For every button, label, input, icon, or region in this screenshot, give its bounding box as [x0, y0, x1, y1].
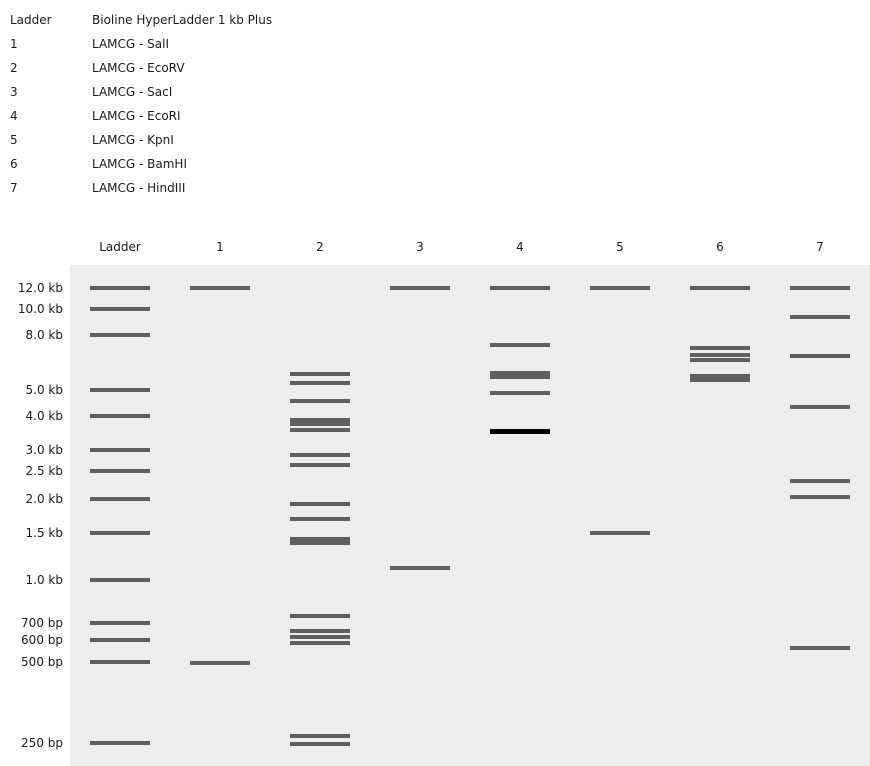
gel-band: [90, 621, 150, 625]
gel-band: [90, 531, 150, 535]
legend-sample-label: LAMCG - HindIII: [92, 181, 186, 195]
gel-band: [290, 463, 350, 467]
gel-band: [490, 371, 550, 379]
gel-band: [790, 646, 850, 650]
legend-lane-label: 6: [10, 157, 18, 171]
gel-band: [290, 537, 350, 545]
lane-header-6: 6: [716, 240, 724, 254]
lane-header-4: 4: [516, 240, 524, 254]
gel-canvas: [70, 265, 870, 766]
gel-band: [390, 286, 450, 290]
legend-lane-label: Ladder: [10, 13, 52, 27]
legend-sample-label: LAMCG - SacI: [92, 85, 173, 99]
size-tick-label: 500 bp: [21, 655, 63, 669]
size-tick-label: 2.0 kb: [25, 492, 63, 506]
gel-band: [290, 641, 350, 645]
gel-band: [190, 661, 250, 665]
legend-row: [0, 156, 400, 172]
legend-lane-label: 5: [10, 133, 18, 147]
gel-band: [90, 414, 150, 418]
size-tick-label: 1.5 kb: [25, 526, 63, 540]
size-tick-label: 3.0 kb: [25, 443, 63, 457]
gel-band: [290, 399, 350, 403]
gel-band: [190, 286, 250, 290]
legend-sample-label: LAMCG - BamHI: [92, 157, 187, 171]
gel-band: [90, 741, 150, 745]
legend-sample-label: LAMCG - SalI: [92, 37, 170, 51]
legend-sample-label: LAMCG - EcoRI: [92, 109, 181, 123]
legend-row: [0, 108, 400, 124]
size-tick-label: 12.0 kb: [17, 281, 63, 295]
gel-band: [290, 418, 350, 426]
size-tick-label: 10.0 kb: [17, 302, 63, 316]
legend-row: [0, 180, 400, 196]
size-tick-label: 4.0 kb: [25, 409, 63, 423]
legend-sample-label: Bioline HyperLadder 1 kb Plus: [92, 13, 273, 27]
gel-band: [290, 629, 350, 633]
gel-band: [690, 346, 750, 350]
gel-band: [90, 469, 150, 473]
gel-band: [290, 381, 350, 385]
gel-band: [290, 517, 350, 521]
gel-band: [590, 531, 650, 535]
gel-band: [90, 307, 150, 311]
size-tick-label: 2.5 kb: [25, 464, 63, 478]
gel-band: [490, 286, 550, 290]
gel-band: [290, 502, 350, 506]
legend-sample-label: LAMCG - KpnI: [92, 133, 174, 147]
legend-row: [0, 60, 400, 76]
gel-band: [690, 358, 750, 362]
gel-band: [290, 734, 350, 738]
gel-band: [290, 614, 350, 618]
legend-row: [0, 36, 400, 52]
gel-band: [790, 354, 850, 358]
legend-lane-label: 4: [10, 109, 18, 123]
gel-band: [90, 286, 150, 290]
gel-band: [490, 391, 550, 395]
gel-band: [90, 638, 150, 642]
legend-sample-label: LAMCG - EcoRV: [92, 61, 185, 75]
gel-band: [790, 405, 850, 409]
lane-header-ladder: Ladder: [99, 240, 141, 254]
gel-band: [690, 353, 750, 357]
gel-band: [790, 315, 850, 319]
gel-band: [790, 495, 850, 499]
size-tick-label: 700 bp: [21, 616, 63, 630]
gel-band: [690, 286, 750, 290]
gel-band: [290, 428, 350, 432]
gel-band: [590, 286, 650, 290]
gel-band: [290, 742, 350, 746]
size-tick-label: 8.0 kb: [25, 328, 63, 342]
legend-lane-label: 2: [10, 61, 18, 75]
gel-band: [90, 448, 150, 452]
gel-band: [290, 372, 350, 376]
size-tick-label: 5.0 kb: [25, 383, 63, 397]
legend-lane-label: 1: [10, 37, 18, 51]
gel-band: [490, 343, 550, 347]
gel-band: [390, 566, 450, 570]
gel-band: [90, 388, 150, 392]
lane-header-3: 3: [416, 240, 424, 254]
legend-row: [0, 84, 400, 100]
gel-band: [290, 453, 350, 457]
lane-header-5: 5: [616, 240, 624, 254]
legend-row: [0, 12, 400, 28]
lane-header-2: 2: [316, 240, 324, 254]
gel-band: [90, 497, 150, 501]
gel-band: [790, 286, 850, 290]
gel-band: [490, 429, 550, 434]
gel-band: [290, 635, 350, 639]
size-tick-label: 250 bp: [21, 736, 63, 750]
size-tick-label: 600 bp: [21, 633, 63, 647]
lane-header-7: 7: [816, 240, 824, 254]
legend-lane-label: 7: [10, 181, 18, 195]
gel-band: [690, 374, 750, 382]
legend-lane-label: 3: [10, 85, 18, 99]
gel-band: [90, 333, 150, 337]
lane-header-1: 1: [216, 240, 224, 254]
gel-band: [90, 578, 150, 582]
gel-band: [90, 660, 150, 664]
size-tick-label: 1.0 kb: [25, 573, 63, 587]
legend-row: [0, 132, 400, 148]
gel-band: [790, 479, 850, 483]
